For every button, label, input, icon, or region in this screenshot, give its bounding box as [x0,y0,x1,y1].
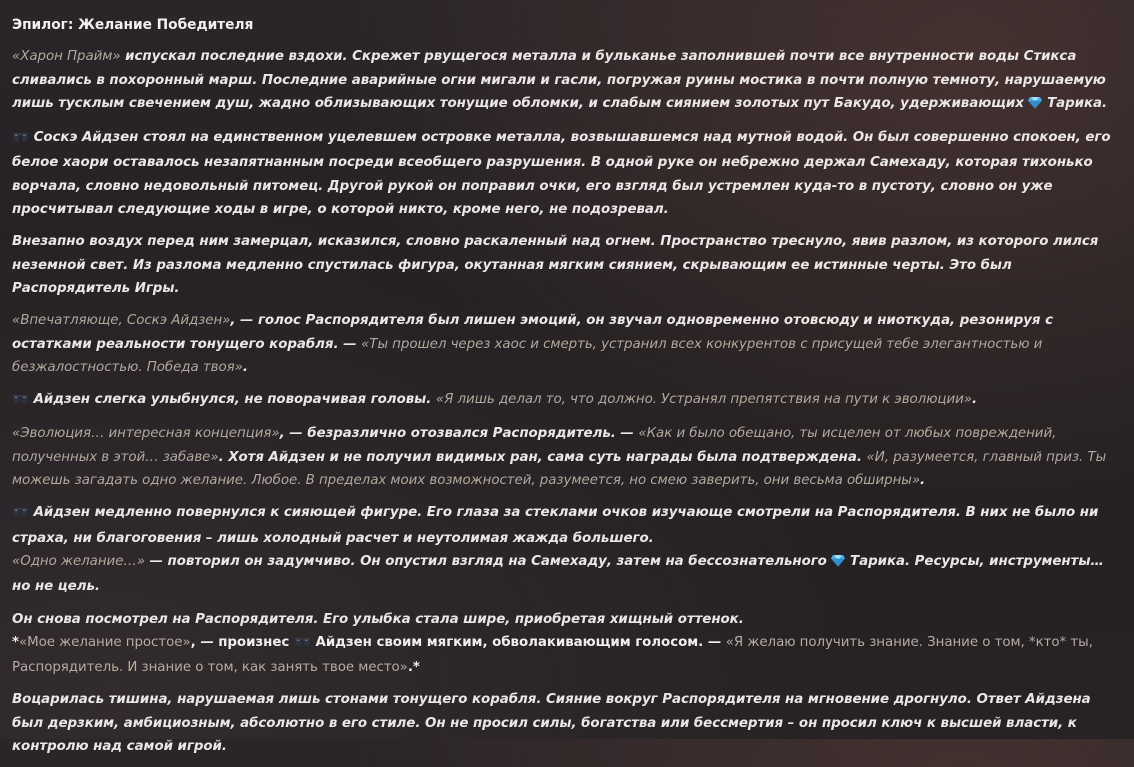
narration: . Хотя Айдзен и не получил видимых ран, сама суть награды была подтверждена. [218,449,867,465]
narration: , — произнес [190,634,294,650]
asterisk: * [12,634,19,650]
previous-message-edge [12,0,72,3]
narration: . [920,473,926,489]
message-title: Эпилог: Желание Победителя [12,17,254,33]
quote: «Как и было обещано, ты исцелен от любых повреждений, полученных в этой… забаве» [12,426,1057,465]
sunglasses-icon [12,503,29,526]
sunglasses-icon [12,128,29,151]
sunglasses-icon [294,633,311,656]
narration: . [972,392,978,408]
gem-icon [1028,94,1042,117]
quote: «Одно желание…» [12,553,145,569]
paragraph-5 [12,388,1120,413]
quote: «Я лишь делал то, что должно. Устранял препятствия на пути к эволюции» [435,392,973,408]
paragraph-10 [12,631,1120,680]
paragraph-11 [12,688,1120,758]
paragraph-7 [12,501,1120,550]
narration: Тарика. Ресурсы, инструменты… но не цель. [12,553,1104,595]
narration: испускал последние вздохи. Скрежет рвущегося металла и бульканье заполнившей почти все внутренности воды Стикса сливались в похоронный марш. Последние аварийные огни мигали и гасли, погружая руины мостика в почти полную темноту, нарушаемую лишь тусклым свечением душ, жадно облизывающих тонущие обломки, и слабым сиянием золотых пут Бакудо, удерживающих [12,49,1106,111]
gem-icon [831,552,845,575]
quote: «Харон Прайм» [12,49,121,65]
quote: «Впечатляюще, Соскэ Айдзен» [12,313,231,329]
paragraph-1 [12,45,1120,117]
narration: Внезапно воздух перед ним замерцал, исказился, словно раскаленный над огнем. Пространство треснуло, явив разлом, из которого лился неземной свет. Из разлома медленно спустилась фигура, окутанная мягким сиянием, скрывающим ее истинные черты. Это был Распорядитель Игры. [12,234,1099,296]
paragraph-2 [12,126,1120,221]
narration: .* [407,660,420,676]
paragraph-9 [12,608,1120,631]
narration: Айдзен медленно повернулся к сияющей фигуре. Его глаза за стеклами очков изучающе смотрели на Распорядителя. В них не было ни страха, ни благоговения – лишь холодный расчет и неутолимая жажда большего. [12,505,1099,546]
narration: Он снова посмотрел на Распорядителя. Его улыбка стала шире, приобретая хищный оттенок. [12,611,744,627]
paragraph-6 [12,422,1120,492]
paragraph-4 [12,309,1120,379]
narration: . [242,359,248,375]
paragraph-3 [12,230,1120,300]
narration: Соскэ Айдзен стоял на единственном уцелевшем островке металла, возвышавшемся над мутной водой. Он был совершенно спокоен, его белое хаори оставалось незапятнанным посреди всеобщего разрушения. В одной руке он небрежно держал Самехаду, которая тихонько ворчала, словно недовольный питомец. Другой рукой он поправил очки, его взгляд был устремлен куда-то в пустоту, словно он уже просчитывал следующие ходы в игре, о которой никто, кроме него, не подозревал. [12,130,1111,218]
quote: «Ты прошел через хаос и смерть, устранил всех конкурентов с присущей тебе элегантностью и безжалостностью. Победа твоя» [12,336,1043,375]
narration: , — безразлично отозвался Распорядитель. — [279,426,639,442]
chat-message [12,14,1120,767]
narration: Айдзен слегка улыбнулся, не поворачивая головы. [29,392,436,408]
quote: «И, разумеется, главный приз. Ты можешь загадать одно желание. Любое. В пределах моих возможностей, разумеется, но смею заверить, они весьма обширны» [12,449,1107,489]
narration: — повторил он задумчиво. Он опустил взгляд на Самехаду, затем на бессознательного [144,553,832,569]
sunglasses-icon [12,390,29,413]
narration: Айдзен своим мягким, обволакивающим голосом. — [310,634,726,650]
quote: «Мое желание простое» [18,634,191,650]
narration: Воцарилась тишина, нарушаемая лишь стонами тонущего корабля. Сияние вокруг Распорядителя на мгновение дрогнуло. Ответ Айдзена был дерзким, амбициозным, абсолютно в его стиле. Он не просил силы, богатства или бессмертия – он просил ключ к высшей власти, к контролю над самой игрой. [12,692,1091,755]
quote: «Я желаю получить знание. Знание о том, *кто* ты, Распорядитель. И знание о том, как занять твое место» [12,634,1093,676]
quote: «Эволюция… интересная концепция» [12,426,280,442]
narration: Тарика. [1042,95,1108,111]
paragraph-8 [12,550,1120,599]
narration: , — голос Распорядителя был лишен эмоций, он звучал одновременно отовсюду и ниоткуда, резонируя с остатками реальности тонущего корабля. — [12,313,1053,352]
